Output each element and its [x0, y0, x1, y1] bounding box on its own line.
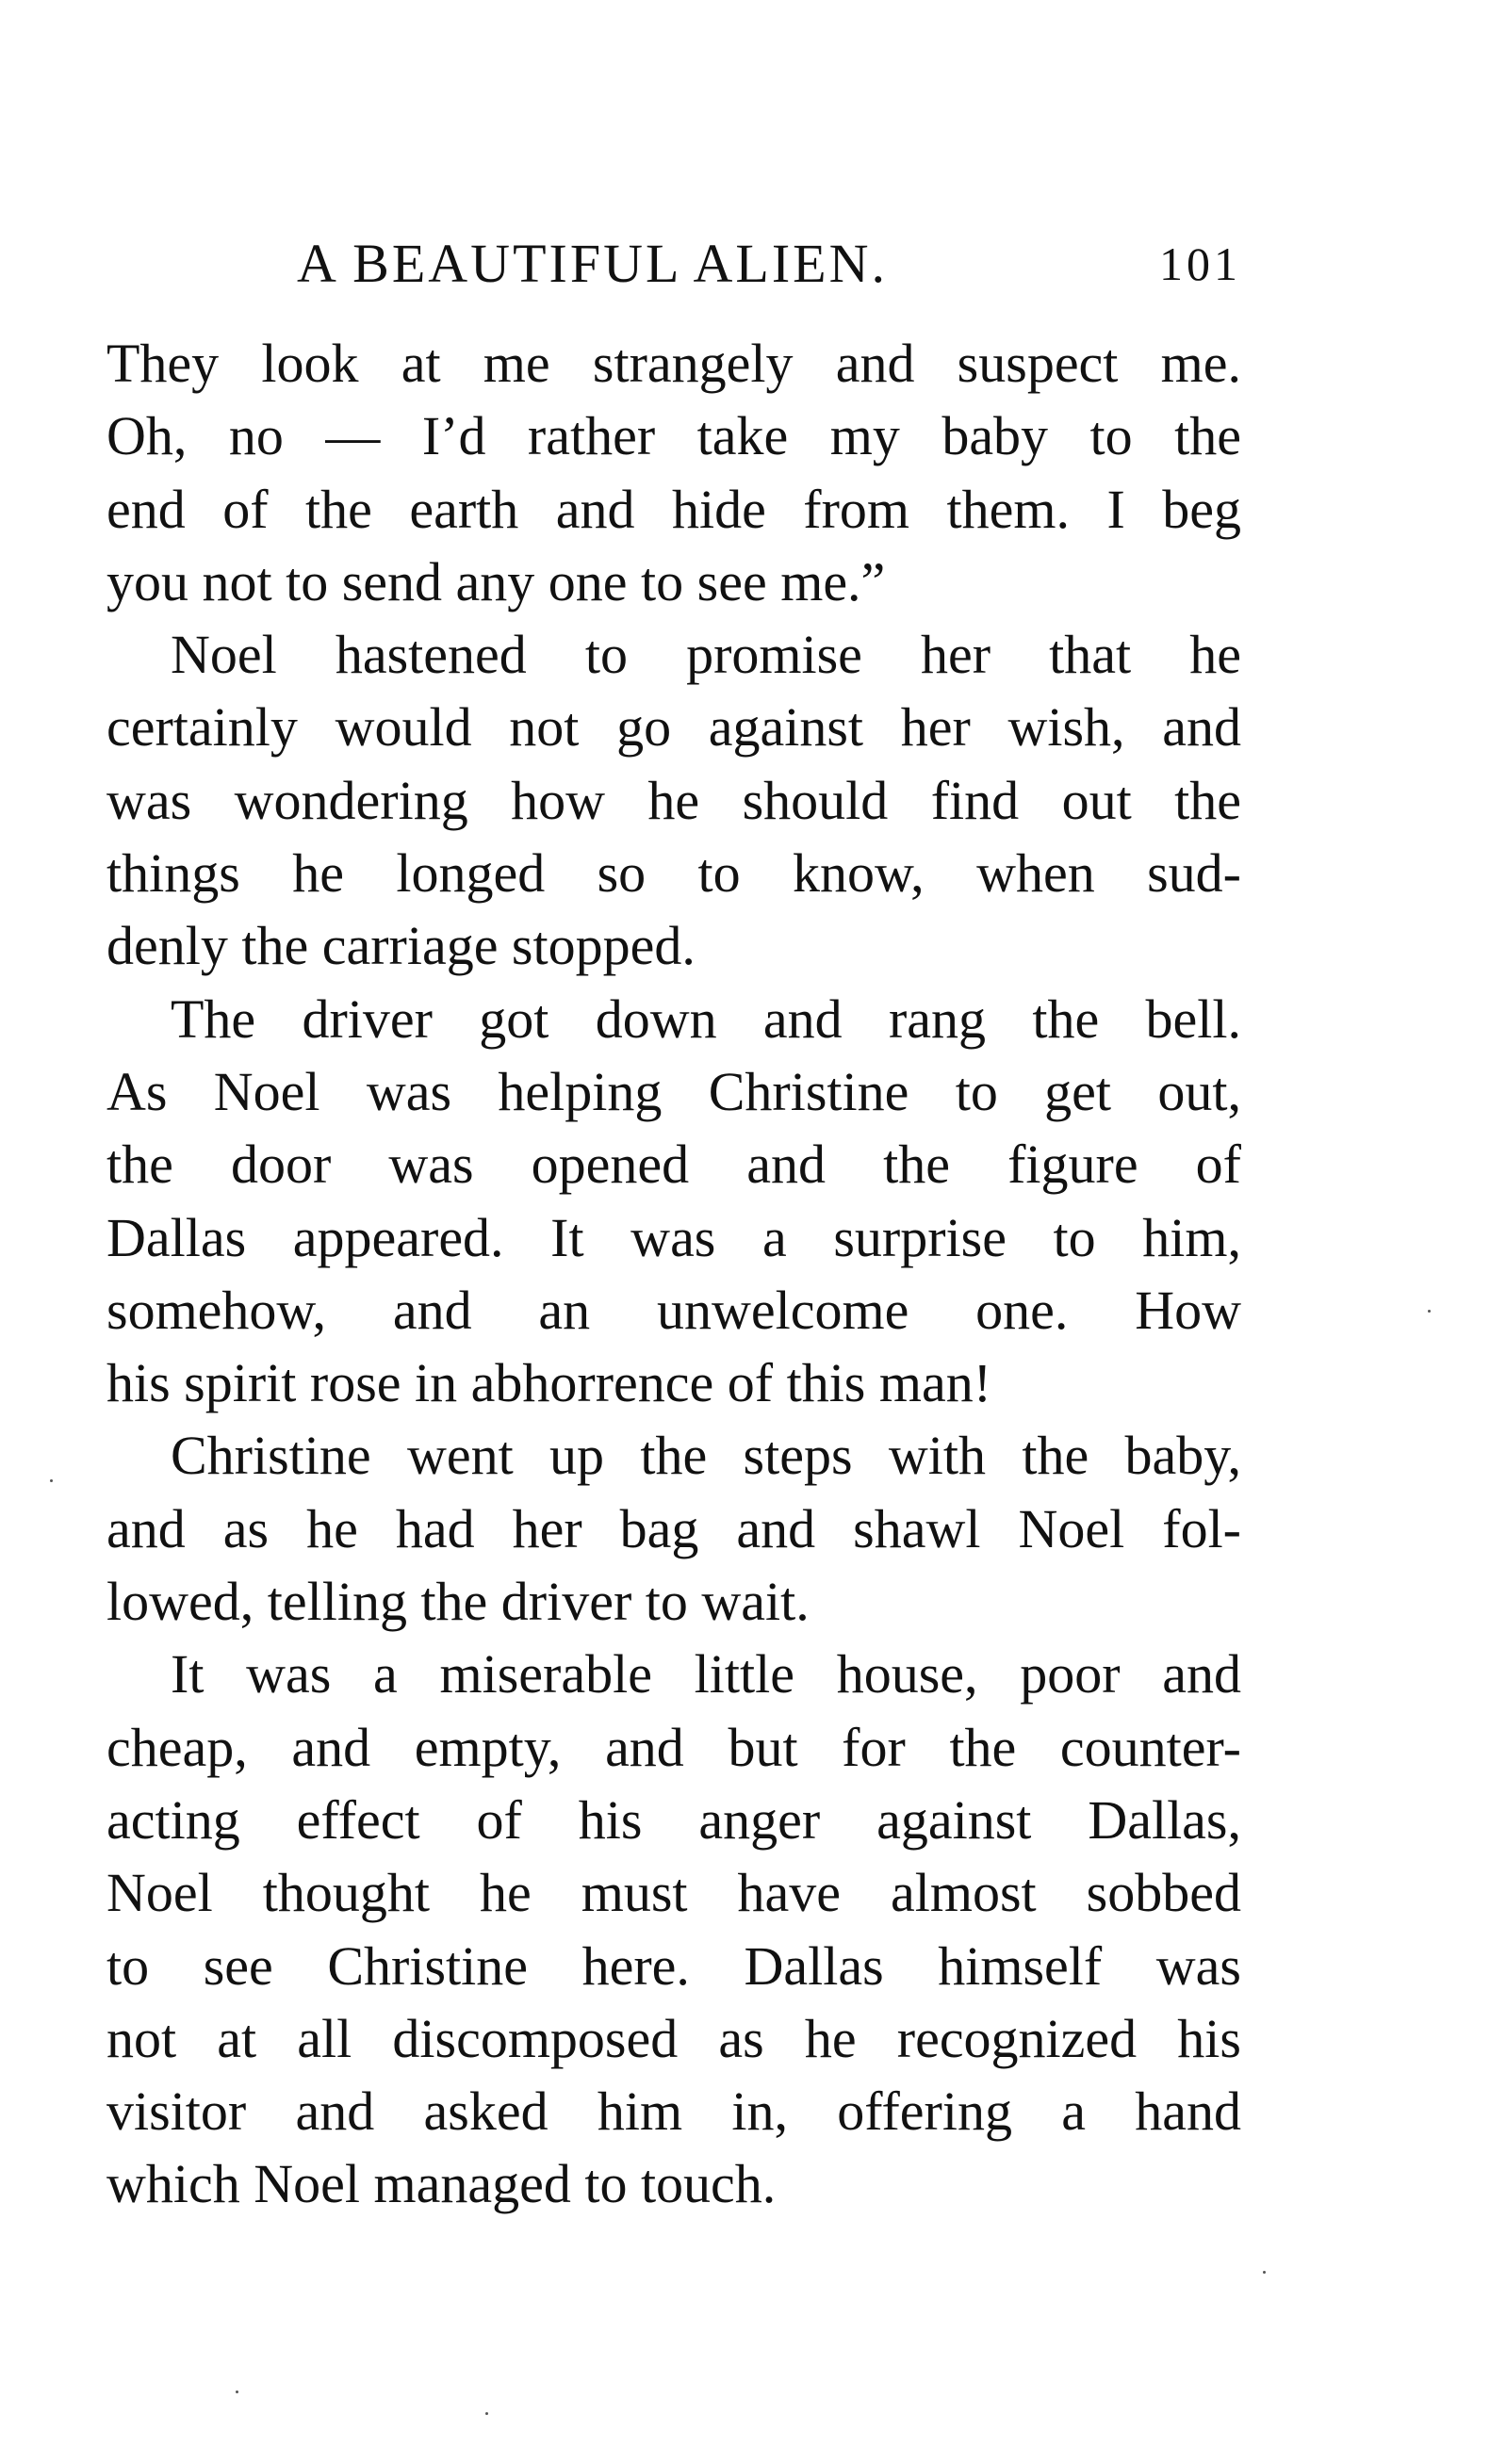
text-line: cheap, and empty, and but for the counter- [106, 1716, 1241, 1778]
text-line: end of the earth and hide from them. I beg [106, 478, 1241, 540]
page-number: 101 [1159, 237, 1241, 290]
text-line: It was a miserable little house, poor and [171, 1643, 1241, 1705]
running-head-title: A BEAUTIFUL ALIEN. [297, 233, 888, 294]
text-line: somehow, and an unwelcome one. How [106, 1279, 1241, 1341]
paper-speck [485, 2412, 488, 2415]
text-line: Oh, no — I’d rather take my baby to the [106, 405, 1241, 467]
paper-speck [1263, 2271, 1266, 2274]
text-line: Noel hastened to promise her that he [171, 624, 1241, 686]
text-line: As Noel was helping Christine to get out, [106, 1060, 1241, 1122]
text-line: certainly would not go against her wish, and [106, 696, 1241, 759]
paper-speck [1428, 1310, 1431, 1313]
text-line: visitor and asked him in, offering a hand [106, 2081, 1241, 2143]
text-line: his spirit rose in abhorrence of this man! [106, 1352, 992, 1414]
paper-speck [236, 2391, 238, 2393]
text-line: Dallas appeared. It was a surprise to him, [106, 1206, 1241, 1268]
text-line: and as he had her bag and shawl Noel fol- [106, 1497, 1241, 1559]
text-line: lowed, telling the driver to wait. [106, 1571, 810, 1633]
text-line: denly the carriage stopped. [106, 915, 696, 977]
text-line: The driver got down and rang the bell. [171, 987, 1241, 1050]
text-line: They look at me strangely and suspect me. [106, 333, 1241, 394]
text-line: Christine went up the steps with the baby, [171, 1425, 1241, 1487]
text-line: was wondering how he should find out the [106, 769, 1241, 831]
text-line: the door was opened and the figure of [106, 1134, 1241, 1196]
text-line: which Noel managed to touch. [106, 2153, 777, 2215]
body-text [106, 327, 1241, 2221]
text-line: things he longed so to know, when sud- [106, 842, 1241, 905]
text-line: acting effect of his anger against Dallas, [106, 1788, 1241, 1851]
running-head [297, 226, 1241, 302]
text-line: to see Christine here. Dallas himself was [106, 1934, 1241, 1997]
text-line: you not to send any one to see me.” [106, 550, 886, 612]
text-line: not at all discomposed as he recognized his [106, 2007, 1241, 2069]
text-line: Noel thought he must have almost sobbed [106, 1862, 1241, 1924]
paper-speck [50, 1479, 53, 1482]
